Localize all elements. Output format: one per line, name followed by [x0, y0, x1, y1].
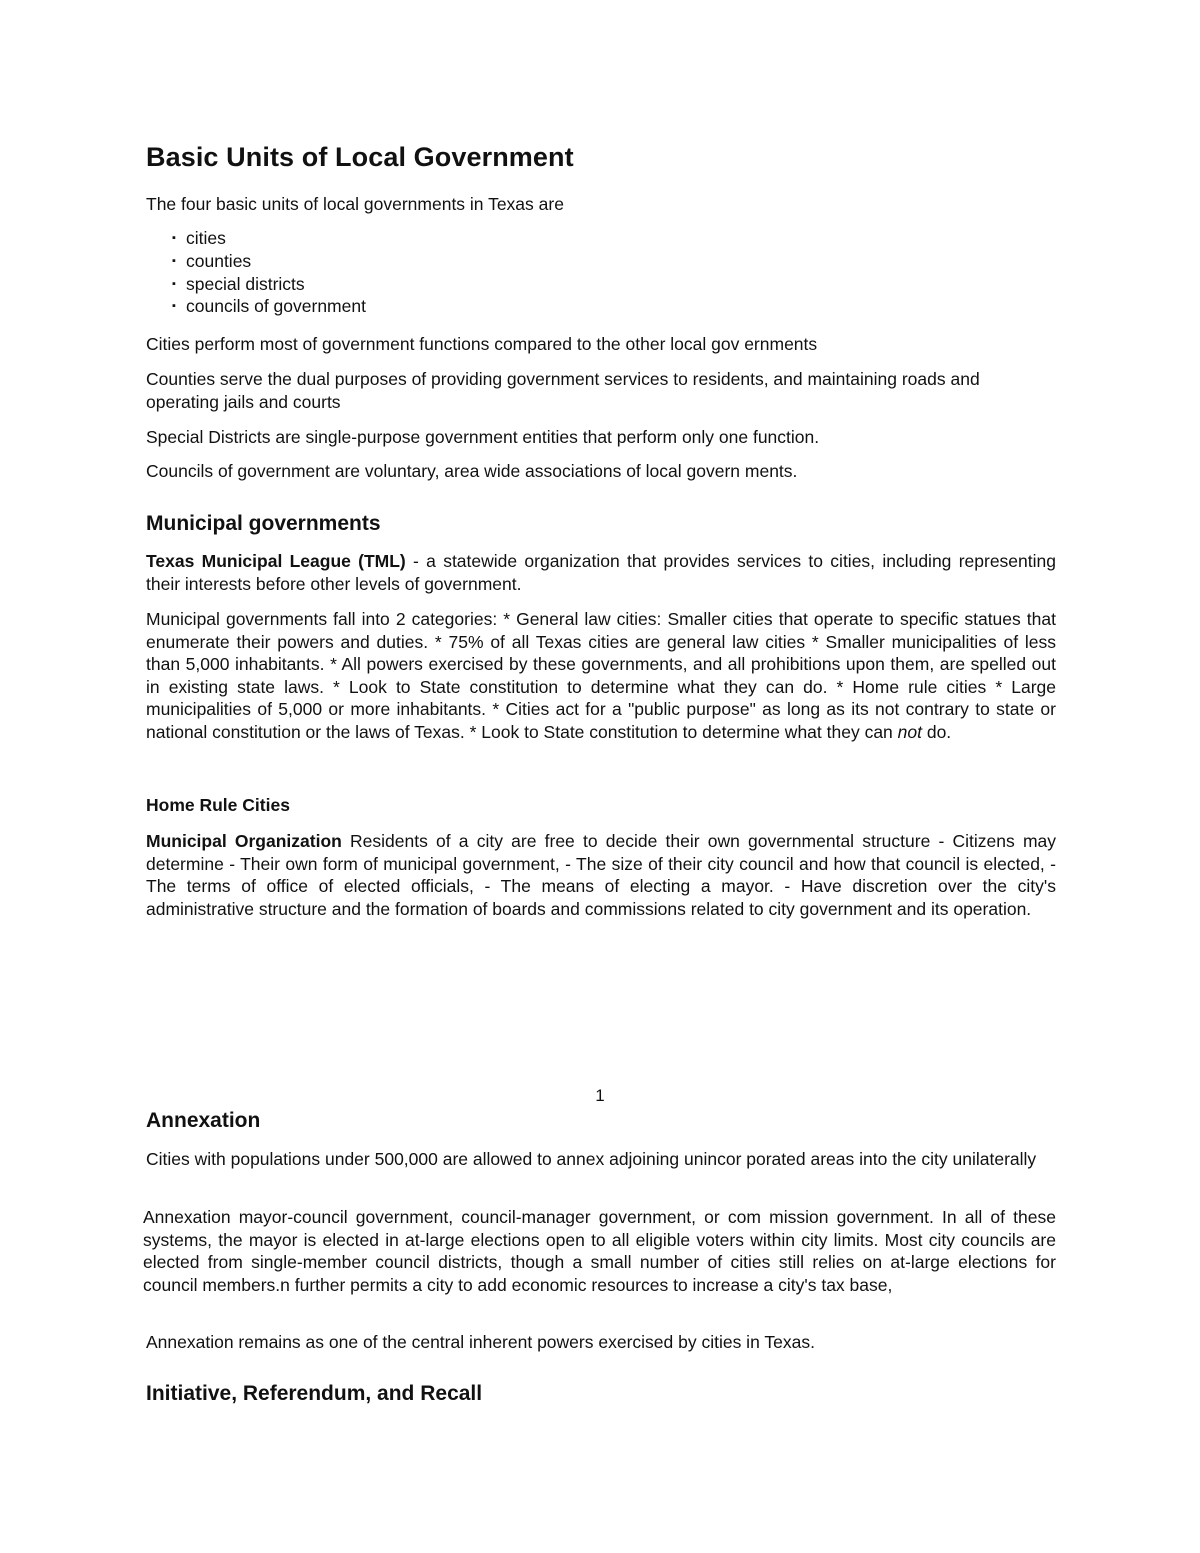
annexation-p3-wrap — [146, 1331, 1056, 1354]
special-districts-paragraph: Special Districts are single-purpose government entities that perform only one function. — [146, 427, 820, 447]
list-item: ▪ counties — [160, 250, 1070, 273]
categories-text: Municipal governments fall into 2 categories: * General law cities: Smaller cities that operate to specific statues that enumerate their powers and duties. * 75% of all Texas cities are general law cities * Smaller municipalities of less than 5,000 inhabitants. * All powers exercised by these governments, and all prohibitions upon them, are spelled out in existing state laws. * Look to State constitution to determine what they can do. * Home rule cities * Large municipalities of 5,000 or more inhabitants. * Cities act for a "public purpose" as long as its not contrary to state or national constitution or the laws of Texas. * Look to State constitution to determine what they can — [146, 609, 1056, 742]
organization-paragraph-wrap — [146, 830, 1056, 920]
councils-paragraph-wrap — [146, 460, 1056, 483]
councils-paragraph: Councils of government are voluntary, area wide associations of local govern ments. — [146, 461, 798, 481]
section-basic-units — [146, 142, 1056, 173]
tml-paragraph — [146, 550, 1056, 595]
heading-municipal-governments: Municipal governments — [146, 512, 381, 535]
cities-paragraph: Cities perform most of government functions compared to the other local gov ernments — [146, 334, 818, 354]
categories-paragraph — [146, 608, 1056, 743]
tml-term: Texas Municipal League (TML) — [146, 551, 406, 571]
section-municipal — [146, 512, 1056, 536]
counties-paragraph: Counties serve the dual purposes of providing government services to residents, and maintaining roads and operating jails and courts — [146, 369, 980, 412]
section-initiative — [146, 1382, 1056, 1406]
intro-paragraph-wrap — [146, 193, 1056, 216]
section-home-rule — [146, 795, 1056, 816]
units-list — [160, 227, 1070, 318]
section-annexation — [146, 1109, 1056, 1133]
special-districts-paragraph-wrap — [146, 426, 1056, 449]
page-number: 1 — [595, 1086, 605, 1105]
annexation-paragraph-2: Annexation mayor-council government, council-manager government, or com mission government. In all of these systems, the mayor is elected in at-large elections open to all eligible voters within city limits. Most city councils are elected from single-member council districts, though a small number of cities still relies on at-large elections for council members.n further permits a city to add economic resources to increase a city's tax base, — [143, 1207, 1056, 1295]
heading-basic-units: Basic Units of Local Government — [146, 142, 574, 172]
heading-annexation: Annexation — [146, 1109, 261, 1132]
heading-home-rule-cities: Home Rule Cities — [146, 795, 290, 815]
counties-paragraph-wrap — [146, 368, 1056, 413]
annexation-p1-wrap — [146, 1148, 1056, 1171]
intro-paragraph: The four basic units of local governments in Texas are — [146, 194, 564, 214]
tml-description: - a statewide organization that provides services to cities, including representing their interests before other levels of government. — [146, 551, 1056, 594]
list-item: ▪ cities — [160, 227, 1070, 250]
categories-end: do. — [921, 721, 952, 742]
tml-paragraph-wrap — [146, 550, 1056, 595]
annexation-paragraph-3: Annexation remains as one of the central inherent powers exercised by cities in Texas. — [146, 1332, 815, 1352]
units-list-wrap — [160, 227, 1070, 318]
organization-description: Residents of a city are free to decide their own governmental structure - Citizens may determine - Their own form of municipal government, - The size of their city council and how that council is elected, - The terms of office of elected officials, - The means of electing a mayor. - Have discretion over the city's administrative structure and the formation of boards and commissions related to city government and its operation. — [146, 831, 1057, 919]
emphasis-not: not — [897, 721, 922, 742]
organization-paragraph — [146, 830, 1056, 920]
categories-paragraph-wrap — [146, 608, 1056, 743]
organization-term: Municipal Organization — [146, 831, 342, 851]
annexation-p2-wrap — [143, 1206, 1056, 1296]
list-item: ▪ special districts — [160, 273, 1070, 296]
heading-initiative-referendum-recall: Initiative, Referendum, and Recall — [146, 1382, 483, 1405]
annexation-paragraph-1: Cities with populations under 500,000 are allowed to annex adjoining unincor porated areas into the city unilaterally — [146, 1149, 1037, 1169]
list-item: ▪ councils of government — [160, 295, 1070, 318]
cities-paragraph-wrap — [146, 333, 1056, 356]
